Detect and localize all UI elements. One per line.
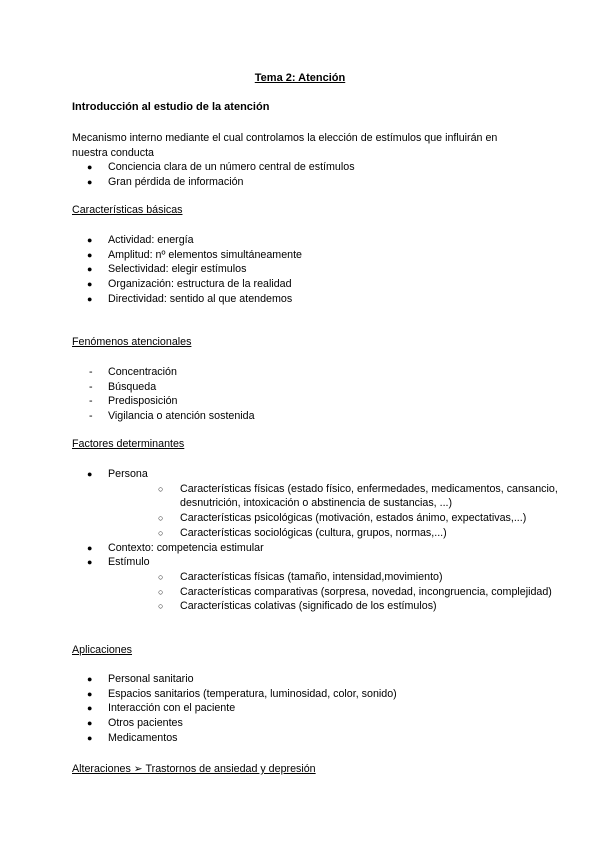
- sub-list-item: ○ Características físicas (tamaño, intensidad,movimiento): [158, 570, 443, 583]
- list-item: ● Medicamentos: [87, 731, 178, 744]
- bullet-marker: ●: [87, 557, 93, 568]
- list-item: ● Organización: estructura de la realidad: [87, 278, 292, 291]
- bullet-marker: ●: [87, 718, 93, 729]
- bullet-marker: ●: [87, 264, 93, 275]
- bullet-marker: ●: [87, 542, 93, 553]
- list-item: ● Conciencia clara de un número central de estímulos: [87, 161, 355, 173]
- section-heading-alteraciones: Alteraciones ➢ Trastornos de ansiedad y depresión: [72, 763, 316, 775]
- list-item: ● Contexto: competencia estimular: [87, 541, 264, 554]
- bullet-marker: ●: [87, 703, 93, 714]
- bullet-marker: ●: [87, 162, 93, 172]
- dash-marker: -: [89, 395, 93, 408]
- bullet-marker: ●: [87, 688, 93, 699]
- list-item: ● Amplitud: nº elementos simultáneamente: [87, 248, 303, 261]
- sub-list-item: ○ Características psicológicas (motivación, estados ánimo, expectativas,...): [158, 512, 527, 525]
- sub-list-item: ○ Características sociológicas (cultura, grupos, normas,...): [158, 526, 447, 539]
- section-heading-fenomenos: Fenómenos atencionales: [72, 336, 192, 348]
- dash-marker: -: [89, 410, 93, 423]
- list-item: ● Personal sanitario: [87, 673, 194, 685]
- fenomenos-list: [72, 365, 255, 424]
- aplicaciones-list: [72, 672, 397, 746]
- sub-list-item: ○ Características colativas (significado de los estímulos): [158, 600, 437, 613]
- list-item: ● Persona: [87, 468, 148, 480]
- list-item: ● Selectividad: elegir estímulos: [87, 263, 247, 276]
- list-item: ● Directividad: sentido al que atendemos: [87, 292, 293, 305]
- dash-marker: -: [89, 380, 93, 393]
- list-item: ● Estímulo: [87, 556, 150, 569]
- dash-marker: -: [89, 366, 93, 378]
- intro-paragraph: Mecanismo interno mediante el cual controlamos la elección de estímulos que influirán en nuestra conducta: [72, 132, 498, 159]
- bullet-marker: ●: [87, 235, 93, 245]
- bullet-marker: ●: [87, 176, 93, 187]
- section-heading-factores: Factores determinantes: [72, 438, 185, 450]
- section-heading-basicas: Características básicas: [72, 204, 183, 216]
- sub-list-item: ○ Características comparativas (sorpresa, novedad, incongruencia, complejidad): [158, 585, 552, 598]
- list-item: ● Interacción con el paciente: [87, 702, 236, 715]
- circle-marker: ○: [158, 527, 164, 538]
- sub-list-item: ○ Características físicas (estado físico, enfermedades, medicamentos, cansancio, desnutrición, intoxicación o abstinencia de sustancias, ...): [158, 482, 558, 510]
- bullet-marker: ●: [87, 279, 93, 290]
- list-item: ● Otros pacientes: [87, 717, 183, 730]
- bullet-marker: ●: [87, 293, 93, 304]
- bullet-marker: ●: [87, 469, 93, 479]
- section-heading-aplicaciones: Aplicaciones: [72, 644, 133, 656]
- bullet-marker: ●: [87, 732, 93, 743]
- intro-list: [72, 160, 355, 189]
- list-item: - Búsqueda: [89, 380, 157, 393]
- circle-marker: ○: [158, 513, 164, 524]
- intro-heading: Introducción al estudio de la atención: [72, 101, 270, 113]
- list-item: - Predisposición: [89, 395, 178, 408]
- circle-marker: ○: [158, 586, 164, 597]
- list-item: ● Gran pérdida de información: [87, 175, 244, 188]
- list-item: ● Actividad: energía: [87, 234, 194, 246]
- bullet-marker: ●: [87, 674, 93, 684]
- basicas-list: [72, 233, 302, 307]
- list-item: - Concentración: [89, 366, 177, 378]
- factores-list: [72, 467, 560, 614]
- circle-marker: ○: [158, 483, 164, 494]
- bullet-marker: ●: [87, 249, 93, 260]
- list-item: ● Espacios sanitarios (temperatura, luminosidad, color, sonido): [87, 687, 397, 700]
- page-title: Tema 2: Atención: [254, 72, 346, 84]
- circle-marker: ○: [158, 571, 164, 582]
- list-item: - Vigilancia o atención sostenida: [89, 410, 255, 423]
- circle-marker: ○: [158, 601, 164, 612]
